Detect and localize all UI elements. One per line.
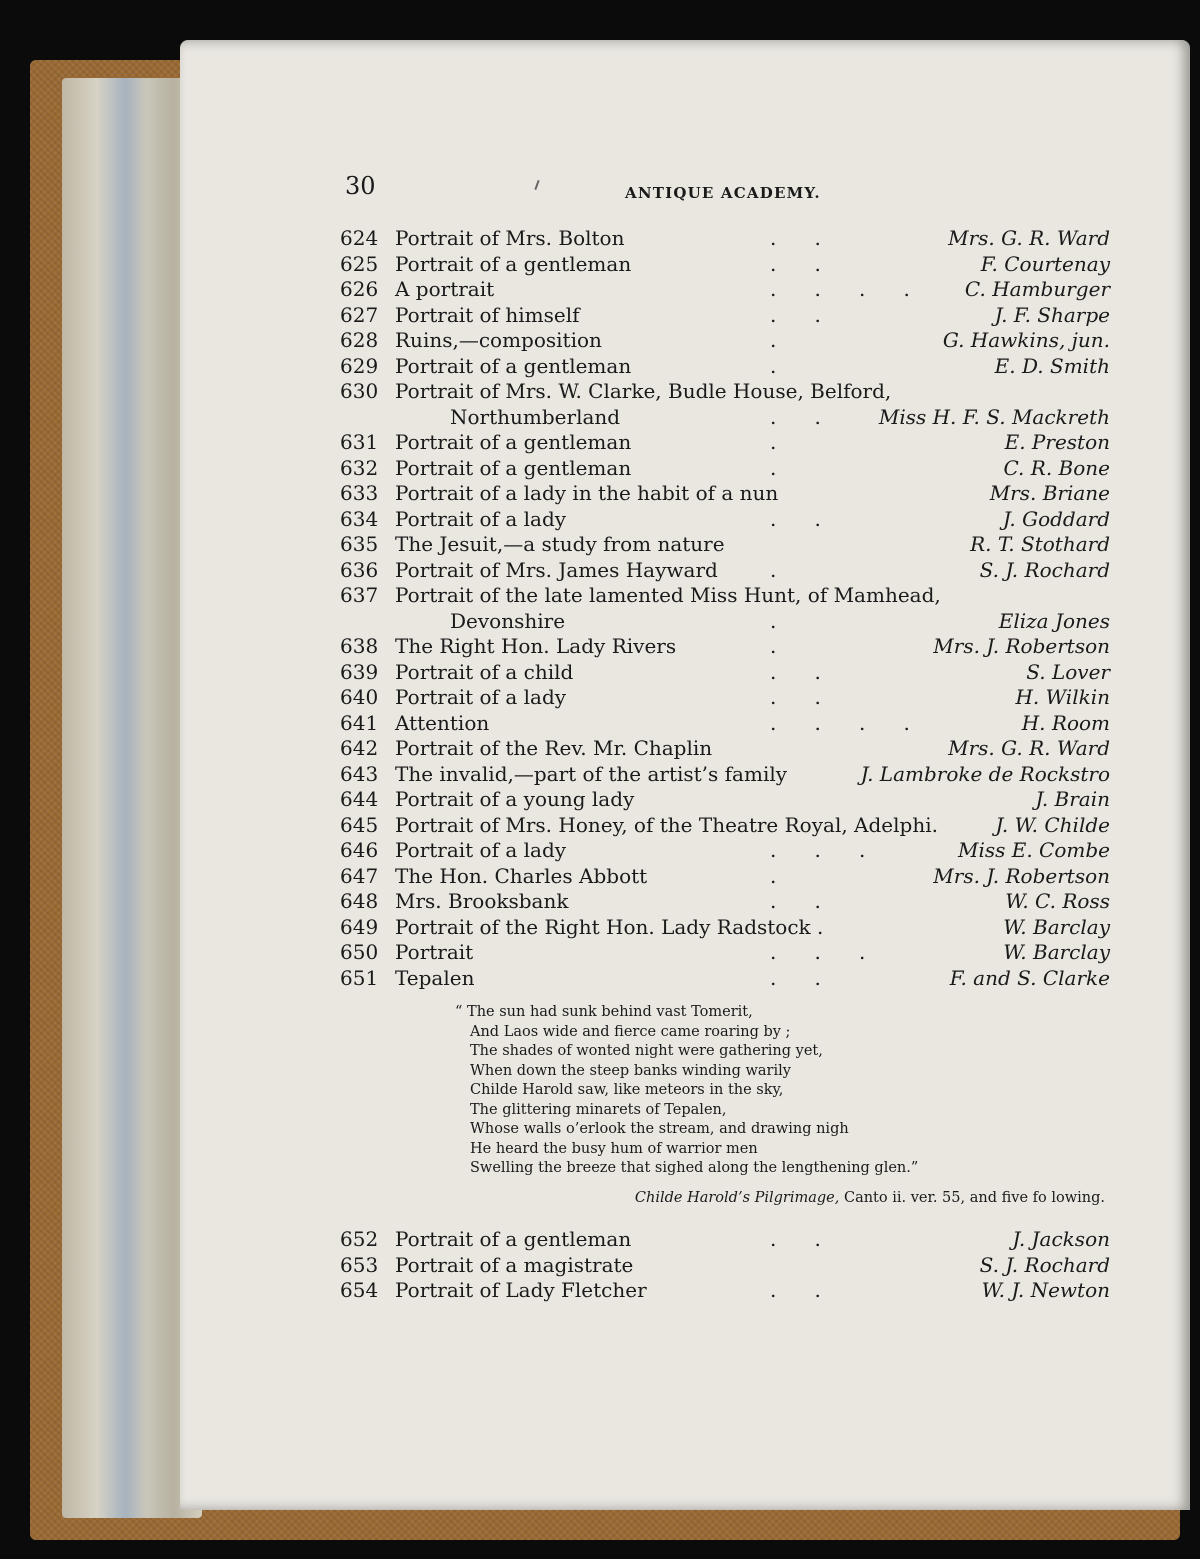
entry-artist: C. R. Bone <box>1003 455 1110 480</box>
entry-row <box>340 813 1110 839</box>
entry-row <box>340 736 1110 762</box>
poem-line: The shades of wonted night were gathering yet, <box>470 1043 823 1059</box>
quote-source-title: Childe Harold’s Pilgrimage, <box>634 1190 840 1206</box>
entry-artist: F. Courtenay <box>980 251 1110 276</box>
entry-title: Portrait of a child <box>395 659 574 684</box>
entry-row <box>340 634 1110 660</box>
entry-row <box>340 838 1110 864</box>
entry-leader-dots: . . <box>770 1278 821 1302</box>
entry-leader-dots: . . <box>770 1227 821 1251</box>
entry-title: The Jesuit,—a study from nature <box>395 532 725 556</box>
entry-artist: J. Brain <box>1035 787 1110 811</box>
entry-number: 650 <box>340 940 379 964</box>
entry-leader-dots: . . <box>770 251 821 276</box>
entry-row <box>340 328 1110 354</box>
entry-title: Portrait of a lady <box>395 685 567 709</box>
entry-row <box>340 583 1110 609</box>
entry-leader-dots: . <box>770 863 777 888</box>
entry-artist: W. Barclay <box>1003 914 1110 939</box>
entry-leader-dots: . . <box>770 965 821 990</box>
entry-artist: W. J. Newton <box>981 1278 1110 1302</box>
entry-title: Portrait of a young lady <box>395 787 635 811</box>
entry-number: 633 <box>340 481 379 505</box>
entry-artist: Mrs. G. R. Ward <box>948 736 1110 760</box>
entry-title: Northumberland <box>450 404 621 429</box>
entry-row <box>340 762 1110 788</box>
entry-artist: J. W. Childe <box>995 812 1110 837</box>
entry-number: 631 <box>340 430 379 454</box>
entry-artist: J. Goddard <box>1002 506 1110 531</box>
entry-number: 647 <box>340 863 379 888</box>
entry-number: 637 <box>340 583 379 607</box>
catalogue-entries <box>340 226 1110 991</box>
entry-title: Portrait of a gentleman <box>395 1227 632 1251</box>
entry-number: 632 <box>340 455 379 480</box>
poem-line: The glittering minarets of Tepalen, <box>470 1101 727 1118</box>
entry-number: 639 <box>340 659 379 684</box>
entry-number: 641 <box>340 710 379 735</box>
entry-artist: Mrs. Briane <box>989 481 1110 505</box>
entry-artist: S. J. Rochard <box>979 557 1110 582</box>
entry-artist: S. Lover <box>1026 659 1110 684</box>
entry-artist: Mrs. J. Robertson <box>933 863 1110 888</box>
entry-number: 648 <box>340 889 379 913</box>
entry-title: Portrait of Mrs. Bolton <box>395 226 625 250</box>
entry-number: 643 <box>340 761 379 786</box>
entry-artist: H. Room <box>1021 710 1110 735</box>
catalogue-entries-continued <box>340 1227 1110 1304</box>
entry-row <box>340 277 1110 303</box>
entry-number: 644 <box>340 787 379 811</box>
entry-leader-dots: . . <box>770 889 821 913</box>
entry-artist: S. J. Rochard <box>979 1252 1110 1277</box>
entry-row <box>340 1278 1110 1304</box>
entry-artist: J. Lambroke de Rockstro <box>860 761 1110 786</box>
entry-title: Portrait of the late lamented Miss Hunt, of Mamhead, <box>395 583 941 607</box>
entry-row <box>340 915 1110 941</box>
entry-artist: Eliza Jones <box>998 608 1110 633</box>
entry-row <box>340 379 1110 405</box>
entry-row <box>340 507 1110 533</box>
entry-title: Portrait of a magistrate <box>395 1252 634 1277</box>
entry-leader-dots: . . <box>770 302 821 327</box>
entry-number: 627 <box>340 302 379 327</box>
entry-artist: Miss E. Combe <box>957 838 1110 862</box>
poem-line: Swelling the breeze that sighed along the lengthening glen.” <box>470 1160 919 1176</box>
entry-number: 634 <box>340 506 379 531</box>
entry-row <box>340 787 1110 813</box>
entry-title: Portrait of himself <box>395 302 580 327</box>
entry-row <box>340 1253 1110 1279</box>
entry-leader-dots: . . <box>770 506 821 531</box>
entry-row <box>340 609 1110 635</box>
poem-line: When down the steep banks winding warily <box>470 1062 791 1079</box>
entry-leader-dots: . <box>770 328 777 352</box>
entry-artist: H. Wilkin <box>1015 685 1110 709</box>
entry-row <box>340 481 1110 507</box>
entry-artist: E. Preston <box>1004 430 1110 454</box>
entry-title: Portrait of a lady <box>395 838 567 862</box>
entry-number: 626 <box>340 277 379 301</box>
entry-number: 638 <box>340 634 379 658</box>
entry-leader-dots: . . . <box>770 940 866 964</box>
entry-number: 625 <box>340 251 379 276</box>
entry-leader-dots: . . <box>770 685 821 709</box>
poem-line: Whose walls o’erlook the stream, and drawing nigh <box>470 1121 849 1137</box>
poem-quote <box>455 1003 919 1179</box>
entry-number: 636 <box>340 557 379 582</box>
entry-number: 652 <box>340 1227 379 1251</box>
entry-title: The Right Hon. Lady Rivers <box>395 634 677 658</box>
entry-leader-dots: . . . . <box>770 277 910 301</box>
entry-leader-dots: . . <box>770 659 821 684</box>
entry-leader-dots: . . <box>770 226 821 250</box>
entry-number: 651 <box>340 965 379 990</box>
entry-row <box>340 303 1110 329</box>
entry-row <box>340 456 1110 482</box>
entry-title: Portrait of Mrs. James Hayward <box>395 557 718 582</box>
entry-title: Portrait of a lady in the habit of a nun <box>395 481 779 505</box>
entry-title: Portrait of the Right Hon. Lady Radstock . <box>395 914 824 939</box>
entry-row <box>340 252 1110 278</box>
entry-number: 642 <box>340 736 379 760</box>
entry-title: Portrait of a gentleman <box>395 455 632 480</box>
entry-artist: Miss H. F. S. Mackreth <box>878 404 1110 429</box>
entry-row <box>340 660 1110 686</box>
entry-artist: Mrs. G. R. Ward <box>948 226 1110 250</box>
quote-source-rest: Canto ii. ver. 55, and five fo lowing. <box>839 1190 1105 1206</box>
entry-number: 653 <box>340 1252 379 1277</box>
entry-leader-dots: . <box>770 353 777 378</box>
entry-title: Portrait of Mrs. W. Clarke, Budle House, Belford, <box>395 379 892 403</box>
entry-title: Portrait of Lady Fletcher <box>395 1278 647 1302</box>
entry-title: Devonshire <box>450 608 566 633</box>
entry-number: 654 <box>340 1278 379 1302</box>
poem-line: Childe Harold saw, like meteors in the sky, <box>470 1082 784 1098</box>
entry-artist: Mrs. J. Robertson <box>933 634 1110 658</box>
entry-title: Tepalen <box>395 965 475 990</box>
entry-leader-dots: . <box>770 634 777 658</box>
entry-number: 646 <box>340 838 379 862</box>
entry-title: The invalid,—part of the artist’s family <box>395 761 788 786</box>
page-header <box>345 172 1105 202</box>
poem-line: “ The sun had sunk behind vast Tomerit, <box>455 1004 753 1020</box>
entry-number: 624 <box>340 226 379 250</box>
entry-title: Ruins,—composition <box>395 328 602 352</box>
entry-artist: C. Hamburger <box>964 277 1110 301</box>
entry-row <box>340 711 1110 737</box>
entry-row <box>340 430 1110 456</box>
entry-leader-dots: . <box>770 430 777 454</box>
entry-artist: W. Barclay <box>1003 940 1110 964</box>
entry-title: Portrait of a gentleman <box>395 353 632 378</box>
entry-row <box>340 966 1110 992</box>
entry-leader-dots: . . <box>770 404 821 429</box>
entry-number: 635 <box>340 532 379 556</box>
entry-title: Portrait of a gentleman <box>395 430 632 454</box>
entry-artist: R. T. Stothard <box>970 532 1110 556</box>
entry-title: Portrait <box>395 940 474 964</box>
entry-title: Portrait of a lady <box>395 506 567 531</box>
entry-leader-dots: . <box>770 557 777 582</box>
entry-title: A portrait <box>395 277 495 301</box>
entry-artist: E. D. Smith <box>994 353 1110 378</box>
entry-leader-dots: . . . . <box>770 710 910 735</box>
poem-line: He heard the busy hum of warrior men <box>470 1140 758 1157</box>
entry-artist: G. Hawkins, jun. <box>942 328 1110 352</box>
entry-number: 628 <box>340 328 379 352</box>
entry-title: Portrait of a gentleman <box>395 251 632 276</box>
entry-row <box>340 558 1110 584</box>
entry-artist: J. Jackson <box>1012 1227 1110 1251</box>
entry-row <box>340 940 1110 966</box>
entry-row <box>340 405 1110 431</box>
entry-leader-dots: . . . <box>770 838 866 862</box>
entry-title: Mrs. Brooksbank <box>395 889 569 913</box>
entry-number: 630 <box>340 379 379 403</box>
page-number: 30 <box>345 172 376 200</box>
running-head: ANTIQUE ACADEMY. <box>625 184 821 202</box>
entry-row <box>340 1227 1110 1253</box>
entry-row <box>340 685 1110 711</box>
entry-number: 645 <box>340 812 379 837</box>
poem-line: And Laos wide and fierce came roaring by ; <box>470 1023 791 1040</box>
entry-artist: W. C. Ross <box>1005 889 1110 913</box>
entry-row <box>340 226 1110 252</box>
entry-number: 629 <box>340 353 379 378</box>
entry-row <box>340 532 1110 558</box>
entry-title: Attention <box>395 710 490 735</box>
entry-number: 640 <box>340 685 379 709</box>
entry-leader-dots: . <box>770 455 777 480</box>
entry-row <box>340 354 1110 380</box>
entry-title: Portrait of the Rev. Mr. Chaplin <box>395 736 713 760</box>
entry-title: The Hon. Charles Abbott <box>395 863 648 888</box>
quote-source <box>635 1190 1105 1206</box>
entry-artist: F. and S. Clarke <box>949 965 1110 990</box>
entry-number: 649 <box>340 914 379 939</box>
entry-title: Portrait of Mrs. Honey, of the Theatre Royal, Adelphi. <box>395 812 938 837</box>
entry-row <box>340 864 1110 890</box>
entry-leader-dots: . <box>770 608 777 633</box>
entry-row <box>340 889 1110 915</box>
entry-artist: J. F. Sharpe <box>994 302 1110 327</box>
